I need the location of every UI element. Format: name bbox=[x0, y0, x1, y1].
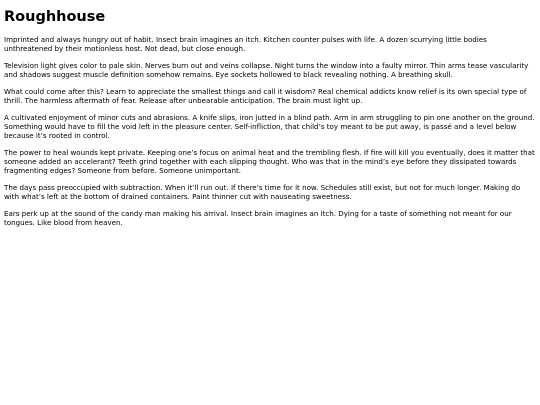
paragraph-7: Ears perk up at the sound of the candy man making his arrival. Insect brain imagines an itch. Dying for a taste of something not meant for our tongues. Like blood from heaven. bbox=[4, 209, 512, 227]
paragraph-1: Imprinted and always hungry out of habit. Insect brain imagines an itch. Kitchen counter pulses with life. A dozen scurrying little bodies unthreatened by their motionless host. Not dead, but close enough. bbox=[4, 35, 487, 53]
paragraph-3: What could come after this? Learn to appreciate the smallest things and call it wisdom? Real chemical addicts know relief is its own special type of thrill. The harmless aftermath of fear. Release after unbearable anticipation. The brain must light up. bbox=[4, 87, 527, 105]
paragraph-4: A cultivated enjoyment of minor cuts and abrasions. A knife slips, iron jutted in a blind path. Arm in arm struggling to pin one another on the ground. Something would have to fill the void left in the pleasure center. Self-infliction, that child’s toy meant to be put away, is passé and a level below because it’s rooted in control. bbox=[4, 113, 535, 140]
paragraph-6: The days pass preoccupied with subtraction. When it’ll run out. If there’s time for it now. Schedules still exist, but not for much longer. Making do with what’s left at the bottom of drained containers. Paint thinner cut with nauseating sweetness. bbox=[4, 183, 521, 201]
paragraph-5: The power to heal wounds kept private. Keeping one’s focus on animal heat and the trembling flesh. If fire will kill you eventually, does it matter that someone added an accelerant? Teeth grind together with each slipping thought. Who was that in the mind’s eye before they dissipated towards fragmenting edges? Someone from before. Someone unimportant. bbox=[4, 148, 535, 175]
paragraph-2: Television light gives color to pale skin. Nerves burn out and veins collapse. Night turns the window into a faulty mirror. Thin arms tease vascularity and shadows suggest muscle definition somehow remains. Eye sockets hollowed to black revealing nothing. A breathing skull. bbox=[4, 61, 529, 79]
page-title: Roughhouse bbox=[4, 9, 106, 25]
